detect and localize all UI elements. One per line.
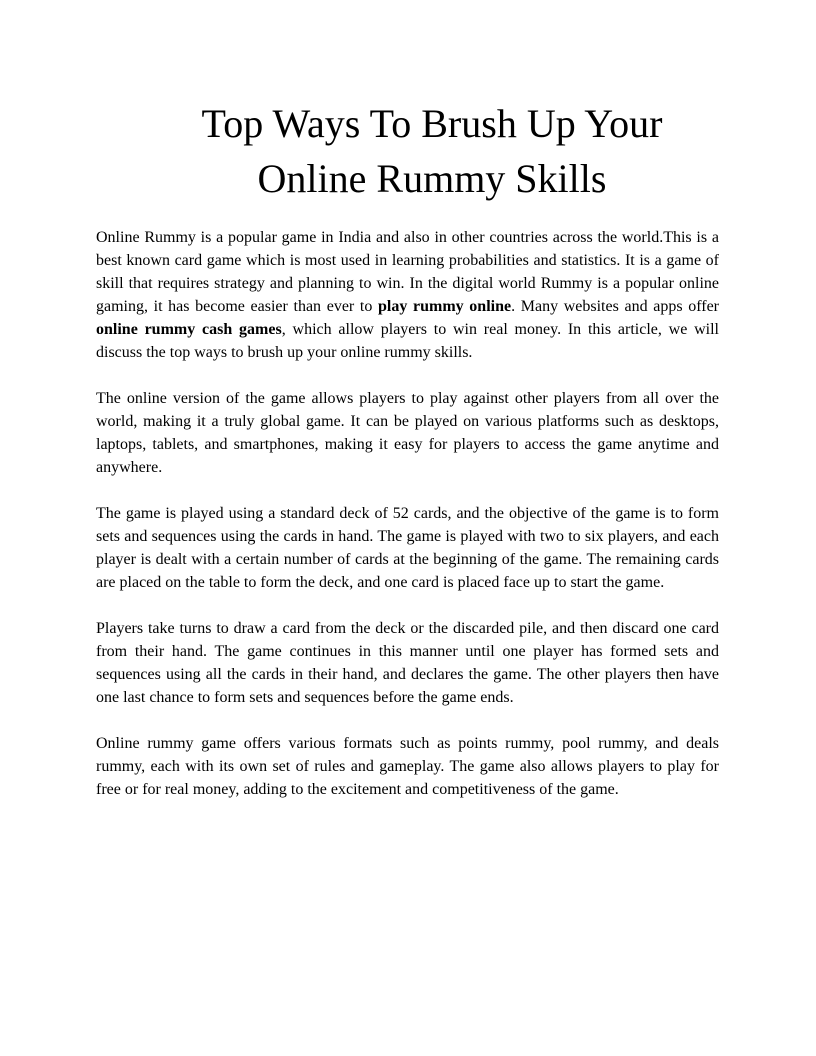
page-title — [96, 96, 768, 206]
article-body — [96, 226, 719, 824]
paragraph-turns: Players take turns to draw a card from the deck or the discarded pile, and then discard one card from their hand. The game continues in this manner until one player has formed sets and sequences using all the cards in their hand, and declares the game. The other players then have one last chance to form sets and sequences before the game ends. — [96, 620, 719, 706]
paragraph-online-version: The online version of the game allows players to play against other players from all over the world, making it a truly global game. It can be played on various platforms such as desktops, laptops, tablets, and smartphones, making it easy for players to access the game anytime and anywhere. — [96, 390, 719, 476]
title-line-1: Top Ways To Brush Up Your — [201, 101, 663, 146]
bold-phrase-play-rummy-online: play rummy online — [378, 298, 512, 315]
paragraph-intro-text-end: , which allow players to win real money. In this article, we will discuss the top ways to brush up your online rummy skills. — [96, 321, 719, 361]
bold-phrase-online-rummy-cash-games: online rummy cash games — [96, 321, 282, 338]
paragraph-intro — [96, 226, 719, 364]
paragraph-intro-text-start: Online Rummy is a popular game in India and also in other countries across the world.This is a best known card game which is most used in learning probabilities and statistics. It is a game of skill that requires strategy and planning to win. In the digital world Rummy is a popular online gaming, it has become easier than ever to — [96, 229, 719, 315]
paragraph-deck-rules: The game is played using a standard deck of 52 cards, and the objective of the game is to form sets and sequences using the cards in hand. The game is played with two to six players, and each player is dealt with a certain number of cards at the beginning of the game. The remaining cards are placed on the table to form the deck, and one card is placed face up to start the game. — [96, 505, 719, 591]
paragraph-intro-text-middle: . Many websites and apps offer — [511, 298, 720, 315]
title-line-2: Online Rummy Skills — [257, 156, 607, 201]
paragraph-formats: Online rummy game offers various formats such as points rummy, pool rummy, and deals rummy, each with its own set of rules and gameplay. The game also allows players to play for free or for real money, adding to the excitement and competitiveness of the game. — [96, 735, 719, 798]
